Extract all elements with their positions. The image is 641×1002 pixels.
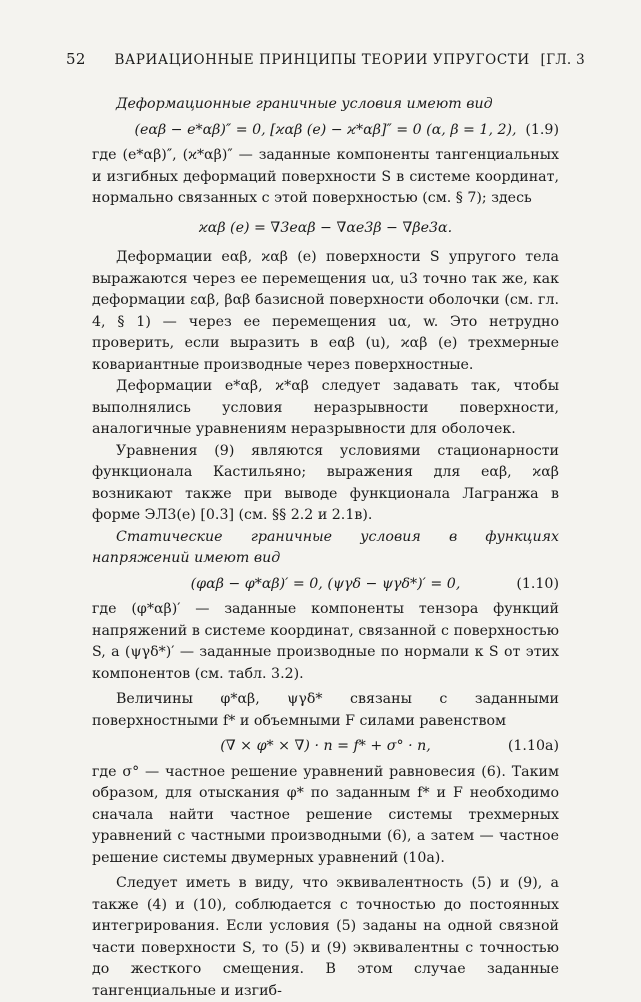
paragraph-deformation-conditions: Деформационные граничные условия имеют вид — [116, 96, 493, 112]
equation-1-10-body: (φαβ − φ*αβ)′ = 0, (ψγδ − ψγδ*)′ = 0, — [190, 575, 461, 592]
paragraph-stress-function-components: где (φ*αβ)′ — заданные компоненты тензора функций напряжений в системе координат, связанной с поверхностью S, а (ψγδ*)′ — заданные производные по нормали к S от этих компонентов (см. табл. 3.2). — [92, 601, 559, 682]
paragraph-surface-strains: Деформации eαβ, ϰαβ (e) поверхности S упругого тела выражаются через ее перемещения uα, u3 точно так же, как деформации εαβ, βαβ базисной поверхности оболочки (см. гл. 4, § 1) — через ее перемещения uα, w. Это нетрудно проверить, если выразить в eαβ (u), ϰαβ (e) трехмерные ковариантные производные через поверхностные. — [92, 249, 559, 373]
equation-1-10 — [92, 574, 559, 596]
paragraph-compatibility: Деформации e*αβ, ϰ*αβ следует задавать так, чтобы выполнялись условия неразрывности поверхности, аналогичные уравнениям неразрывности для оболочек. — [92, 378, 559, 437]
equation-kappa-body: ϰαβ (e) = ∇3eαβ − ∇αe3β − ∇βe3α. — [198, 219, 453, 236]
paragraph-castigliano: Уравнения (9) являются условиями стационарности функционала Кастильяно; выражения для eαβ, ϰαβ возникают также при выводе функционала Лагранжа в форме ЭЛ3(e) [0.3] (см. §§ 2.2 и 2.1в). — [92, 442, 559, 523]
running-header — [66, 50, 585, 68]
paragraph-given-forces: Величины φ*αβ, ψγδ* связаны с заданными поверхностными f* и объемными F силами равенством — [92, 691, 559, 729]
chapter-ref: [ГЛ. 3 — [540, 52, 585, 68]
paragraph-equivalence: Следует иметь в виду, что эквивалентность (5) и (9), а также (4) и (10), соблюдается с точностью до постоянных интегрирования. Если условия (5) заданы на одной связной части поверхности S, то (5) и (9) эквивалентны с точностью до жесткого смещения. В этом случае заданные тангенциальные и изгиб- — [92, 875, 559, 999]
equation-1-10a-number: (1.10a) — [507, 738, 559, 754]
equation-1-10-number: (1.10) — [516, 575, 559, 592]
equation-1-9-body: (eαβ − e*αβ)″ = 0, [ϰαβ (e) − ϰ*αβ]″ = 0 (α, β = 1, 2), — [134, 121, 517, 138]
equation-1-10a-body: (∇ × φ* × ∇) · n = f* + σ° · n, — [220, 738, 431, 754]
paragraph-static-conditions: Статические граничные условия в функциях напряжений имеют вид — [92, 528, 559, 566]
equation-kappa — [92, 218, 559, 240]
equation-1-9 — [92, 120, 559, 142]
equation-1-10a — [92, 736, 559, 758]
page-body — [92, 94, 559, 1002]
paragraph-given-components: где (e*αβ)″, (ϰ*αβ)″ — заданные компоненты тангенциальных и изгибных деформаций поверхности S в системе координат, нормально связанных с этой поверхностью (см. § 7); здесь — [92, 147, 559, 206]
running-title: ВАРИАЦИОННЫЕ ПРИНЦИПЫ ТЕОРИИ УПРУГОСТИ — [114, 52, 530, 68]
page-number: 52 — [66, 50, 86, 68]
paragraph-particular-solution: где σ° — частное решение уравнений равновесия (6). Таким образом, для отыскания φ* по заданным f* и F необходимо сначала найти частное решение системы трехмерных уравнений с частными производными (6), а затем — частное решение системы двумерных уравнений (10a). — [92, 763, 559, 866]
equation-1-9-number: (1.9) — [525, 121, 559, 138]
